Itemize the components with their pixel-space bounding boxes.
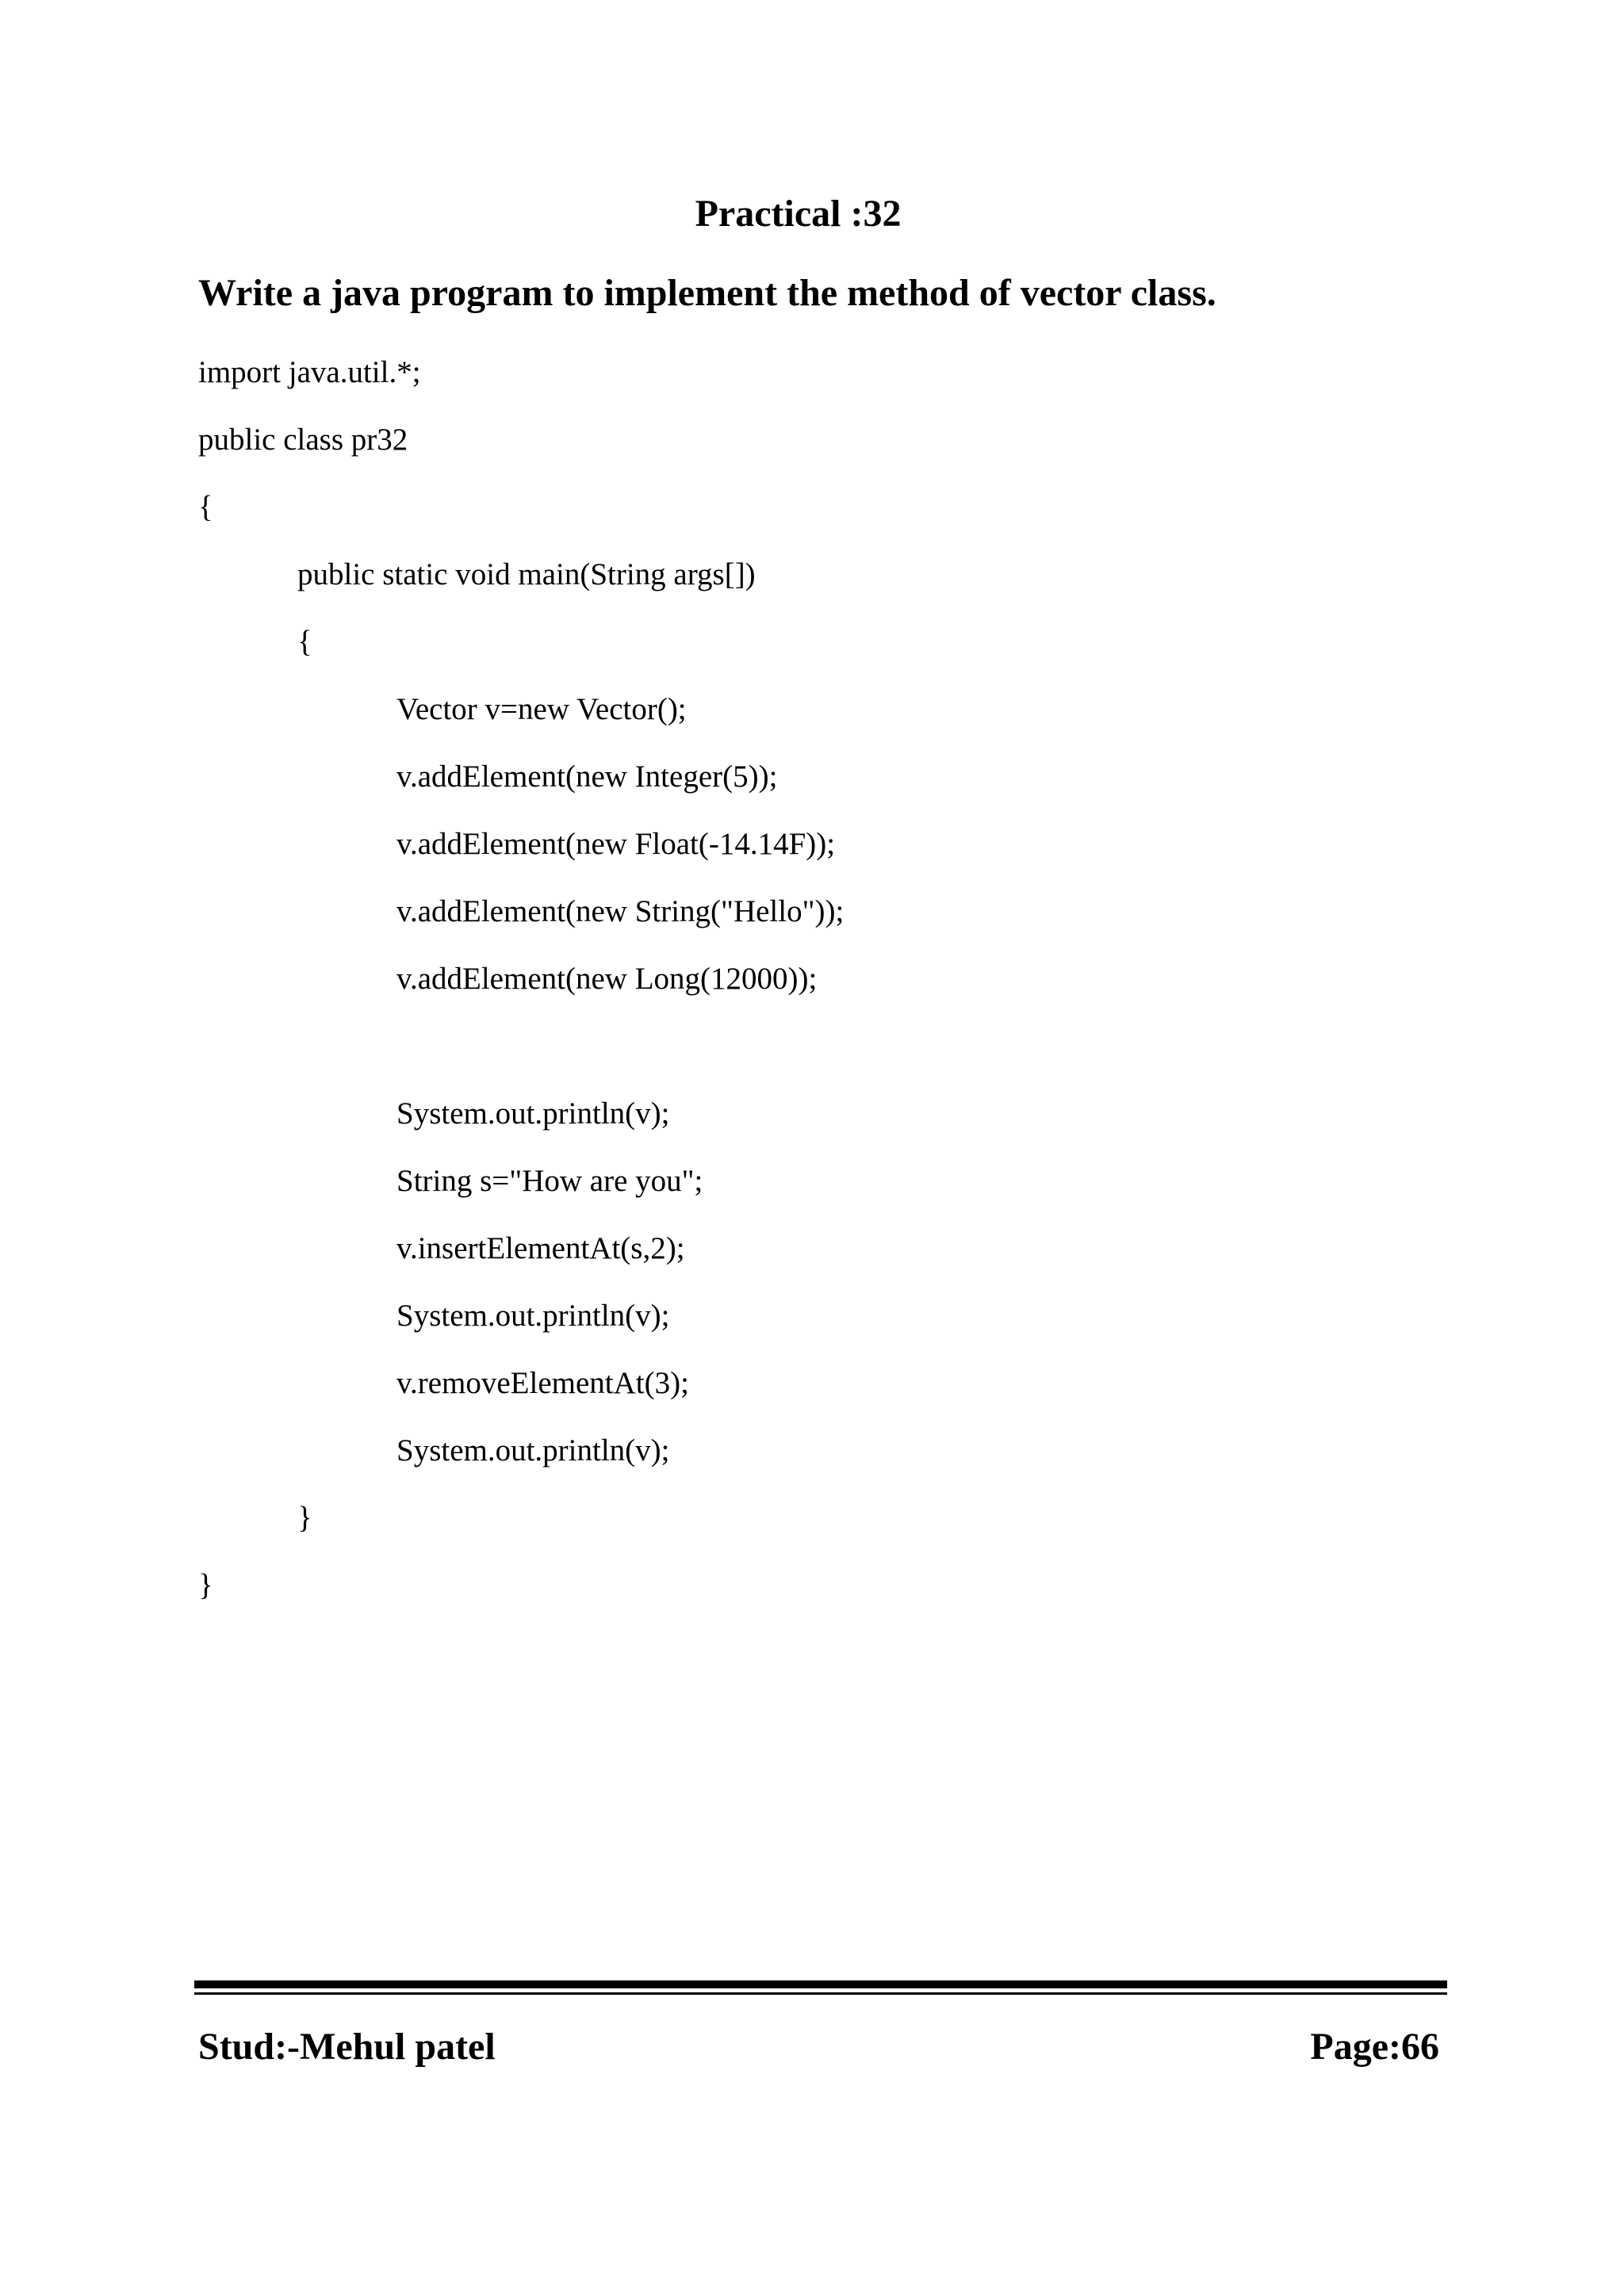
footer-student-name: Stud:-Mehul patel [198,2026,496,2068]
question-heading: Write a java program to implement the method of vector class. [198,272,1216,314]
code-line-class-decl: public class pr32 [198,423,408,457]
code-line-println-1: System.out.println(v); [396,1096,670,1131]
code-line-vector-new: Vector v=new Vector(); [396,692,687,726]
code-line-add-string: v.addElement(new String("Hello")); [396,894,845,928]
code-line-println-3: System.out.println(v); [396,1433,670,1468]
code-line-main-open-brace: { [297,625,312,659]
code-line-add-integer: v.addElement(new Integer(5)); [396,760,778,794]
code-line-add-long: v.addElement(new Long(12000)); [396,962,818,996]
footer-divider-thick [194,1980,1447,1988]
code-line-class-open-brace: { [198,490,213,524]
code-line-remove-element: v.removeElementAt(3); [396,1366,689,1400]
code-line-class-close-brace: } [198,1568,213,1602]
code-line-string-s: String s="How are you"; [396,1164,703,1198]
practical-title: Practical :32 [695,193,902,235]
code-line-println-2: System.out.println(v); [396,1299,670,1333]
code-line-insert-element: v.insertElementAt(s,2); [396,1231,685,1265]
footer-page-number: Page:66 [1310,2026,1439,2068]
code-line-main-decl: public static void main(String args[]) [297,557,756,591]
code-line-main-close-brace: } [297,1501,312,1535]
footer-divider-thin [194,1992,1447,1995]
code-line-add-float: v.addElement(new Float(-14.14F)); [396,827,836,861]
code-line-import: import java.util.*; [198,355,421,389]
